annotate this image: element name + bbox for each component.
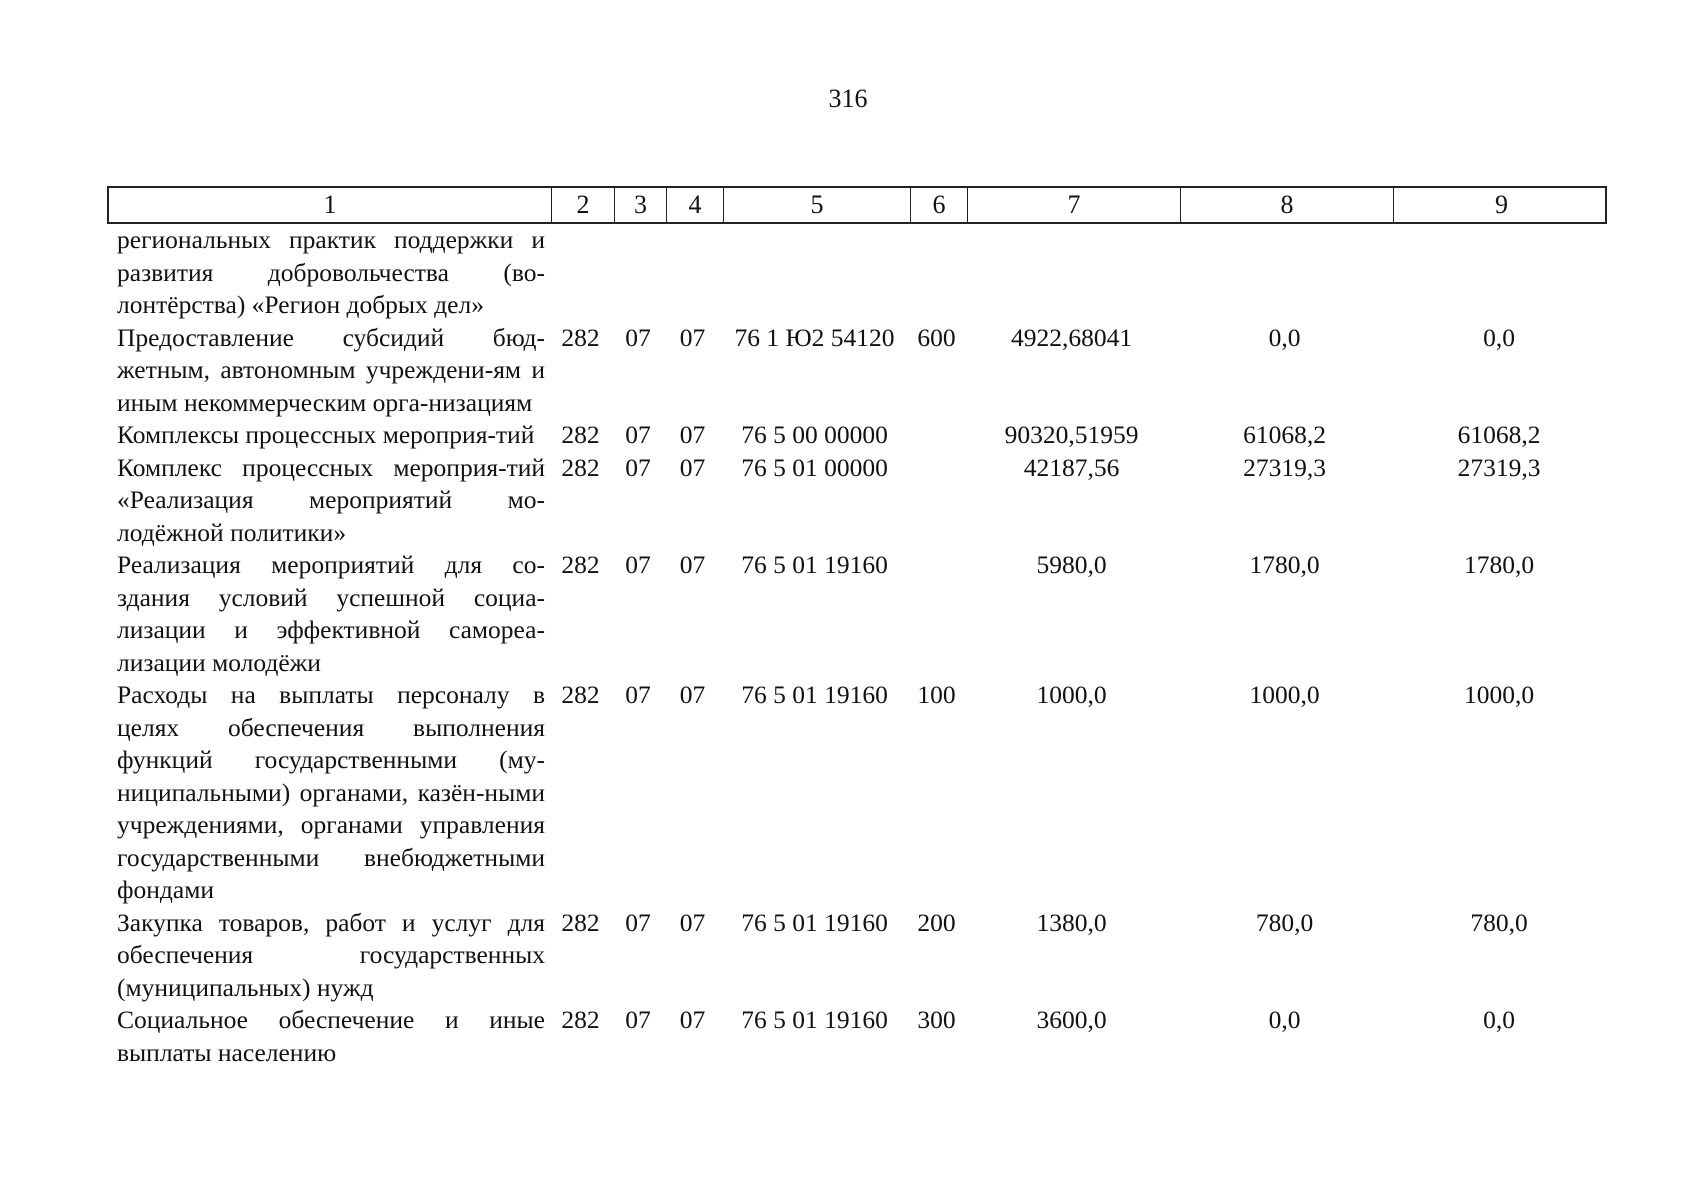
row-subsection: 07 xyxy=(679,420,706,449)
row-amount-8: 0,0 xyxy=(1268,1005,1301,1034)
table-row xyxy=(107,907,1607,1005)
row-subsection: 07 xyxy=(679,907,706,937)
table-row xyxy=(107,549,1607,679)
row-subsection: 07 xyxy=(679,680,706,709)
row-target-code: 76 5 01 19160 xyxy=(741,907,888,937)
row-admin-code: 282 xyxy=(561,907,600,937)
row-amount-8 xyxy=(1178,224,1391,322)
row-admin-code: 282 xyxy=(561,452,600,482)
row-description: Реализация мероприятий для со-здания условий успешной социа-лизации и эффективной самореа-лизации молодёжи xyxy=(117,550,545,677)
row-amount-9: 1000,0 xyxy=(1463,680,1535,709)
header-col-1: 1 xyxy=(323,190,337,219)
row-section: 07 xyxy=(625,907,651,937)
row-target-code: 76 1 Ю2 54120 xyxy=(734,322,895,352)
page-number: 316 xyxy=(828,84,868,113)
row-amount-8: 780,0 xyxy=(1255,907,1314,937)
header-col-9: 9 xyxy=(1393,188,1609,222)
row-section xyxy=(612,224,664,322)
row-expense-type: 200 xyxy=(917,907,956,937)
row-subsection: 07 xyxy=(679,550,706,579)
row-amount-7: 90320,51959 xyxy=(1004,420,1139,449)
row-admin-code xyxy=(549,224,612,322)
row-section: 07 xyxy=(625,680,651,709)
row-expense-type xyxy=(908,549,965,679)
row-section: 07 xyxy=(625,550,651,579)
row-amount-9: 1780,0 xyxy=(1463,550,1535,579)
row-description: Расходы на выплаты персоналу в целях обеспечения выполнения функций государственными (му-ниципальными) органами, казён-ными учреждениями, органами управления государственными внебюджетными фондами xyxy=(117,680,545,904)
row-admin-code: 282 xyxy=(561,322,600,352)
row-expense-type xyxy=(908,224,965,322)
row-amount-9: 27319,3 xyxy=(1457,452,1541,482)
row-amount-8: 1780,0 xyxy=(1249,550,1320,579)
budget-table xyxy=(107,186,1607,1069)
row-amount-8: 0,0 xyxy=(1268,322,1301,352)
table-header xyxy=(107,186,1607,224)
row-expense-type: 600 xyxy=(917,322,956,352)
table-row xyxy=(107,679,1607,907)
header-col-3: 3 xyxy=(614,188,666,222)
row-section: 07 xyxy=(625,452,651,482)
row-amount-7: 3600,0 xyxy=(1036,1005,1107,1034)
row-target-code xyxy=(721,224,908,322)
table-row xyxy=(107,322,1607,420)
row-subsection: 07 xyxy=(679,322,706,352)
row-subsection: 07 xyxy=(679,1005,706,1034)
row-admin-code: 282 xyxy=(561,680,600,709)
row-amount-8: 27319,3 xyxy=(1243,452,1326,482)
row-description: региональных практик поддержки и развития добровольчества (во-лонтёрства) «Регион добрых дел» xyxy=(117,225,545,319)
row-amount-7: 4922,68041 xyxy=(1010,322,1133,352)
row-amount-9: 0,0 xyxy=(1483,322,1515,352)
header-col-2: 2 xyxy=(551,188,614,222)
table-row xyxy=(107,1004,1607,1069)
row-target-code: 76 5 01 00000 xyxy=(741,452,888,482)
header-col-8: 8 xyxy=(1180,188,1393,222)
row-amount-9: 780,0 xyxy=(1470,907,1528,937)
row-amount-9: 61068,2 xyxy=(1457,420,1541,449)
row-section: 07 xyxy=(625,1005,651,1034)
row-admin-code: 282 xyxy=(561,420,600,449)
row-amount-7: 1000,0 xyxy=(1036,680,1107,709)
row-description: Предоставление субсидий бюд-жетным, автономным учреждени-ям и иным некоммерческим орга-низациям xyxy=(117,322,545,417)
row-expense-type: 100 xyxy=(917,680,956,709)
header-col-5: 5 xyxy=(723,188,910,222)
table-row xyxy=(107,224,1607,322)
row-amount-7: 42187,56 xyxy=(1023,452,1120,482)
row-section: 07 xyxy=(625,322,651,352)
row-admin-code: 282 xyxy=(561,550,600,579)
table-row xyxy=(107,452,1607,550)
row-amount-7: 1380,0 xyxy=(1036,907,1107,937)
row-description: Комплексы процессных мероприя-тий xyxy=(117,420,535,449)
row-target-code: 76 5 01 19160 xyxy=(741,550,888,579)
header-col-7: 7 xyxy=(967,188,1180,222)
row-amount-9: 0,0 xyxy=(1483,1005,1515,1034)
row-section: 07 xyxy=(625,420,651,449)
row-amount-9 xyxy=(1391,224,1607,322)
row-admin-code: 282 xyxy=(561,1005,600,1034)
row-target-code: 76 5 00 00000 xyxy=(741,420,888,449)
row-target-code: 76 5 01 19160 xyxy=(741,680,888,709)
row-expense-type: 300 xyxy=(917,1005,956,1034)
row-amount-8: 1000,0 xyxy=(1249,680,1320,709)
row-subsection: 07 xyxy=(679,452,706,482)
row-expense-type xyxy=(908,419,965,452)
header-col-4: 4 xyxy=(666,188,723,222)
header-col-6: 6 xyxy=(910,188,967,222)
row-description: Социальное обеспечение и иные выплаты населению xyxy=(117,1005,545,1067)
row-description: Закупка товаров, работ и услуг для обеспечения государственных (муниципальных) нужд xyxy=(117,907,545,1002)
row-amount-7: 5980,0 xyxy=(1036,550,1107,579)
row-subsection xyxy=(664,224,721,322)
row-amount-8: 61068,2 xyxy=(1243,420,1326,449)
row-description: Комплекс процессных мероприя-тий «Реализация мероприятий мо-лодёжной политики» xyxy=(117,452,545,547)
row-expense-type xyxy=(908,452,965,550)
row-amount-7 xyxy=(965,224,1178,322)
row-target-code: 76 5 01 19160 xyxy=(741,1005,888,1034)
table-row xyxy=(107,419,1607,452)
